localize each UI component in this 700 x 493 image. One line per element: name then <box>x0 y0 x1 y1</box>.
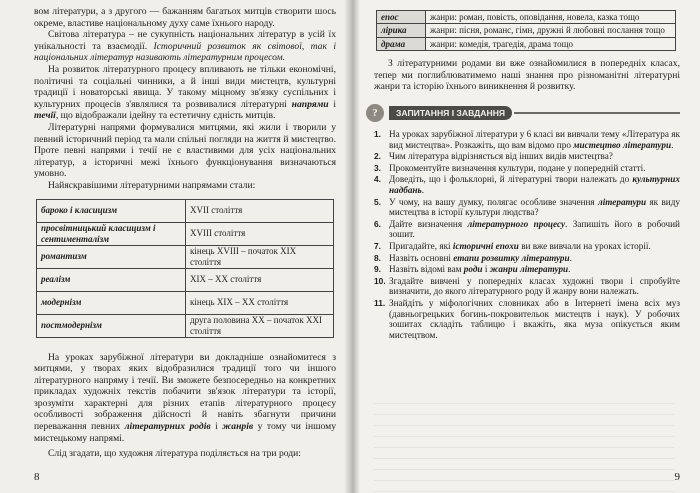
paragraph-6-end: у тому чи іншому мистецькому напрямі. <box>34 421 337 444</box>
question-item <box>374 241 680 252</box>
kind-name: лірика <box>377 24 426 37</box>
header-rule <box>514 112 680 114</box>
question-part: У чому, на вашу думку, полягає особливе значення <box>389 196 598 207</box>
direction-name: просвітницький класицизм і сентименталізм <box>37 222 186 245</box>
question-number: 2. <box>374 151 381 162</box>
paragraph-6 <box>34 352 336 445</box>
paragraph-6-joiner: і <box>210 421 223 433</box>
question-number: 9. <box>374 264 381 275</box>
question-item <box>374 174 680 195</box>
direction-name: модернізм <box>37 291 186 314</box>
direction-row <box>37 222 334 245</box>
term-techii: течії <box>34 110 56 122</box>
question-text <box>389 174 680 195</box>
question-number: 6. <box>374 218 381 229</box>
direction-period: XIX – XX століття <box>186 268 334 291</box>
question-part: . <box>569 252 572 263</box>
question-part: і <box>482 264 490 275</box>
question-part: Доведіть, що і фольклорні, й літературні твори належать до <box>389 174 633 185</box>
question-item <box>374 276 680 297</box>
question-part: . <box>421 184 425 195</box>
question-number: 10. <box>374 275 386 286</box>
question-part: . Запишіть його в робочий зошит. <box>389 218 680 240</box>
kind-row <box>377 24 676 37</box>
book-gutter <box>344 0 360 493</box>
paragraph-7: Слід згадати, що художня література поділяється на три роди: <box>48 448 301 460</box>
kind-genres: жанри: комедія, трагедія, драма тощо <box>426 37 676 50</box>
question-text <box>389 219 680 240</box>
question-icon: ? <box>366 104 384 122</box>
question-number: 7. <box>374 240 381 251</box>
question-item <box>374 129 680 150</box>
question-part: літературного процесу <box>467 218 566 229</box>
direction-row <box>37 245 334 268</box>
question-text <box>389 264 680 275</box>
bleed-through-lines <box>374 403 674 493</box>
direction-name: бароко і класицизм <box>37 199 186 222</box>
term-literary-kinds: літературних родів <box>124 421 211 433</box>
intro-paragraph: З літературними родами ви вже ознайомилися в попередніх класах, тепер ми поглиблюватимемо наші знання про різноманітні літературні жанри та історію їхнього виникнення й розвитку. <box>374 58 680 93</box>
question-item <box>374 264 680 275</box>
question-part: Дайте визначення <box>389 218 468 229</box>
question-part: роди <box>463 264 483 275</box>
direction-row <box>37 199 334 222</box>
questions-title: ЗАПИТАННЯ І ЗАВДАННЯ <box>389 106 512 120</box>
page-number-right: 9 <box>674 471 680 483</box>
question-part: Згадайте вивчені у попередніх класах художні твори і спробуйте визначити, до якого літературного роду й жанру вони належать. <box>389 275 680 297</box>
question-number: 5. <box>374 196 381 207</box>
term-napryamy: напрями <box>291 98 329 110</box>
question-part: На уроках зарубіжної літератури у 6 класі ви вивчали тему «Література як вид мистецтва». Розкажіть, що вам відомо про <box>389 129 680 150</box>
question-number: 1. <box>374 129 381 139</box>
direction-period: друга половина XX – початок XXI століття <box>186 314 334 337</box>
question-text <box>389 241 680 252</box>
direction-period: кінець XIX – XX століття <box>186 291 334 314</box>
question-part: історичні епохи <box>452 240 519 251</box>
question-text <box>389 197 680 218</box>
paragraph-2 <box>34 29 336 64</box>
direction-period: XVII століття <box>186 199 334 222</box>
question-item <box>374 151 680 162</box>
question-number: 4. <box>374 174 381 185</box>
question-part: Пригадайте, які <box>389 240 453 251</box>
direction-row <box>37 314 334 337</box>
question-part: Назвіть основні <box>389 252 454 263</box>
question-item <box>374 219 680 240</box>
direction-name: реалізм <box>37 268 186 291</box>
questions-header <box>366 103 680 123</box>
page-number-left: 8 <box>34 471 40 483</box>
question-number: 11. <box>374 297 386 308</box>
question-item <box>374 253 680 264</box>
question-text <box>389 129 680 150</box>
paragraph-3-joiner: і <box>328 98 336 110</box>
question-part: Назвіть відомі вам <box>389 264 464 275</box>
literary-kinds-table <box>376 10 676 51</box>
question-text <box>389 298 680 340</box>
question-item <box>374 298 680 340</box>
direction-name: романтизм <box>37 245 186 268</box>
question-part: Прокоментуйте визначення культури, подане у попередній статті. <box>389 162 646 173</box>
question-part: мистецтво літератури <box>573 139 672 150</box>
direction-name: постмодернізм <box>37 314 186 337</box>
question-text <box>389 163 680 174</box>
question-part: . <box>568 264 571 275</box>
direction-period: кінець XVIII – початок XIX століття <box>186 245 334 268</box>
question-part: Знайдіть у міфологічних словниках або в Інтернеті імена всіх муз (давньогрецьких богинь-покровительок мистецтв і наук). У робочих зошитах складіть таблицю і вкажіть, яка муза опікується яким мистецтвом. <box>389 297 680 340</box>
question-part: як виду мистецтва в історії культури людства? <box>389 196 680 218</box>
question-text <box>389 276 680 297</box>
paragraph-5: Найяскравішими літературними напрямами стали: <box>48 179 256 191</box>
direction-row <box>37 268 334 291</box>
paragraph-1: вом літератури, а з другого — бажанням багатьох митців створити шось окреме, властиве національному духу саме їхнього народу. <box>34 6 336 29</box>
question-text <box>389 151 680 162</box>
kind-name: епос <box>377 11 426 24</box>
paragraph-3 <box>34 64 336 122</box>
right-page <box>352 0 700 493</box>
literary-directions-table <box>36 199 334 338</box>
question-part: етапи розвитку літератури <box>453 252 570 263</box>
kind-genres: жанри: пісня, романс, гімн, дружні й любовні послання тощо <box>426 24 676 37</box>
paragraph-2-definition: Історичний розвиток як світової, так і національних літератур називають літературним процесом. <box>34 40 336 64</box>
question-item <box>374 197 680 218</box>
kind-genres: жанри: роман, повість, оповідання, новела, казка тощо <box>426 11 676 24</box>
question-part: Чим література відрізняється від інших видів мистецтва? <box>389 151 613 162</box>
paragraph-4: Літературні напрями формувалися митцями, які жили і творили у певний історичний період та мали спільні погляди на життя й мистецтво. Проте певні напрями і течії не є властивими для усіх національних літератур, а історичні межі їхнього функціонування визначаються умовно. <box>34 121 336 180</box>
question-part: літератури <box>597 196 647 207</box>
question-part: культурних надбань <box>389 174 680 195</box>
question-part: . <box>671 139 674 150</box>
question-part: жанри літератури <box>489 264 569 275</box>
direction-row <box>37 291 334 314</box>
question-text <box>389 253 680 264</box>
paragraph-3-text: На розвиток літературного процесу впливають не тільки економічні, політичні та соціальні чинники, а й інші види мистецтв, культурні традиції і новаторські явища. У такому міцному зв'язку суспільних і культурних процесів з'являлися та розвивалися літературні <box>34 63 336 110</box>
term-genres: жанрів <box>222 421 254 433</box>
kind-name: драма <box>377 37 426 50</box>
paragraph-2-text: Світова література – не сукупність національних літератур в усій їх унікальності та взаємодії. <box>34 29 336 52</box>
kind-row <box>377 11 676 24</box>
question-number: 3. <box>374 162 381 173</box>
direction-period: XVIII століття <box>186 222 334 245</box>
paragraph-3-end: , що відображали ідейну та естетичну єдність митців. <box>55 110 276 122</box>
question-part: ви вже вивчали на уроках історії. <box>518 240 651 251</box>
question-number: 8. <box>374 252 381 263</box>
paragraph-6-text: На уроках зарубіжної літератури ви докладніше ознайомитеся з митцями, у творах яких відобразилися традиції того чи іншого літературного напряму і течії. Ви зможете безпосередньо на конкретних прикладах художніх текстів побачити зв'язок літератури та історії, зрозуміти характерні для різних етапів літературного процесу особливості зображення дійсності й навіть збагнути причини переважання певних <box>34 351 336 433</box>
kind-row <box>377 37 676 50</box>
question-item <box>374 163 680 174</box>
questions-list <box>374 129 680 340</box>
